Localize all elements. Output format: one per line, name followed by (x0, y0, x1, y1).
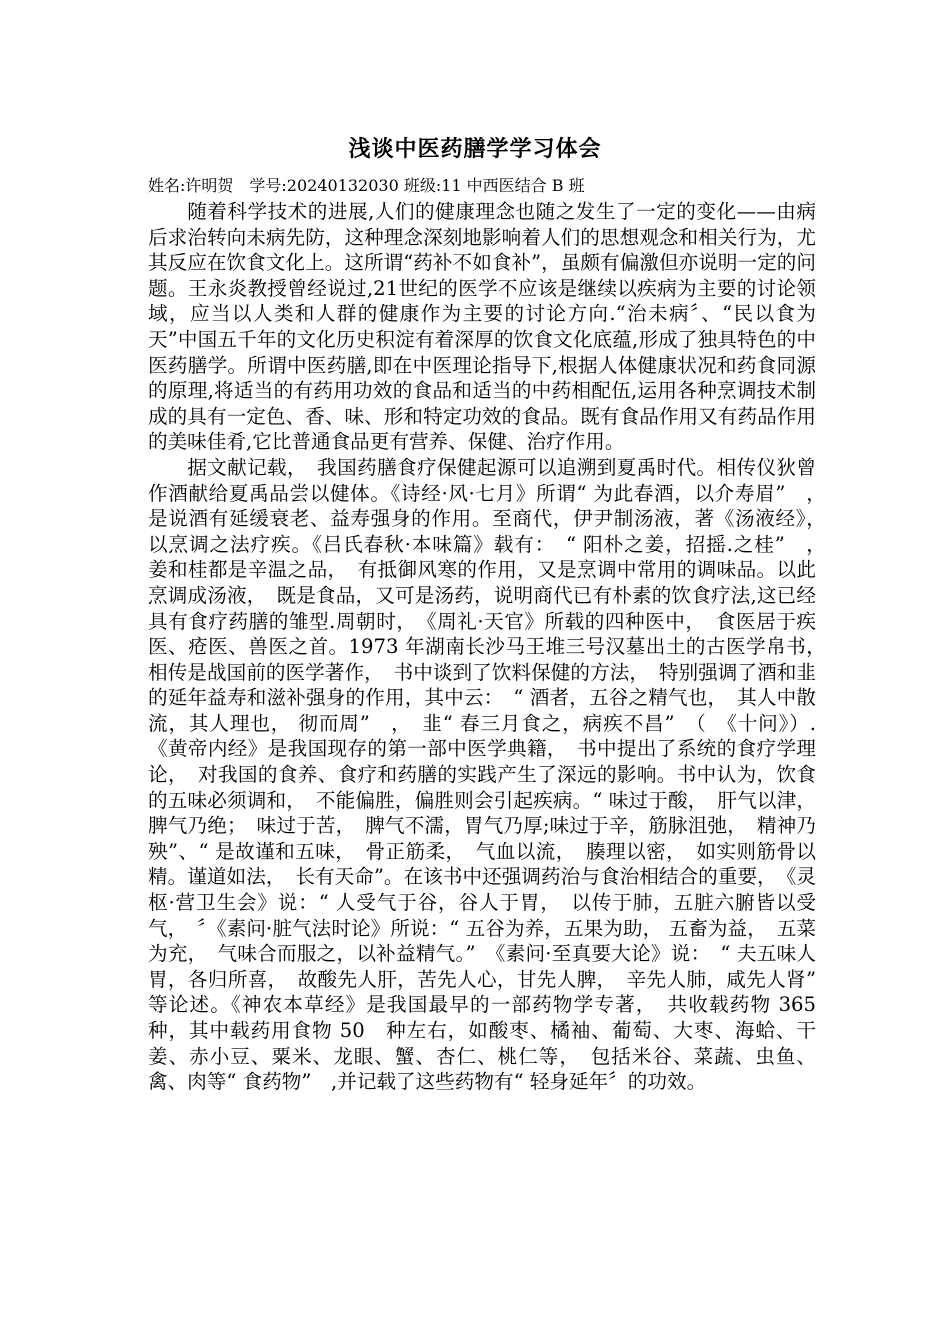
document-body (148, 199, 836, 1095)
document-title: 浅谈中医药膳学学习体会 (348, 137, 602, 162)
paragraph-history: 据文献记载， 我国药膳食疗保健起源可以追溯到夏禹时代。相传仪狄曾作酒献给夏禹品尝以健体。《诗经·风·七月》所谓“ 为此春酒，以介寿眉” ， 是说酒有延缓衰老、益寿强身的作用。至商代，伊尹制汤液，著《汤液经》， 以烹调之法疗疾。《吕氏春秋·本味篇》载有： “ 阳朴之姜，招摇.之桂” ， 姜和桂都是辛温之品， 有抵御风寒的作用，又是烹调中常用的调味品。以此烹调成汤液， 既是食品，又可是汤药，说明商代已有朴素的饮食疗法,这已经具有食疗药膳的雏型.周朝时， 《周礼·天官》所载的四种医中， 食医居于疾医、疮医、兽医之首。1973 年湖南长沙马王堆三号汉墓出土的古医学帛书， 相传是战国前的医学著作， 书中谈到了饮料保健的方法， 特别强调了酒和韭的延年益寿和滋补强身的作用，其中云： “ 酒者，五谷之精气也， 其人中散流，其人理也， 彻而周” ， 韭“ 春三月食之，病疾不昌” （ 《十问》）.《黄帝内经》是我国现存的第一部中医学典籍， 书中提出了系统的食疗学理论， 对我国的食养、食疗和药膳的实践产生了深远的影响。书中认为，饮食的五味必须调和， 不能偏胜，偏胜则会引起疾病。“ 味过于酸， 肝气以津，脾气乃绝； 味过于苦， 脾气不濡，胃气乃厚;味过于辛，筋脉沮弛， 精神乃殃”、“ 是故谨和五味， 骨正筋柔， 气血以流， 腠理以密， 如实则筋骨以精。谨道如法， 长有天命”。在该书中还强调药治与食治相结合的重要， 《灵枢·营卫生会》说：“ 人受气于谷，谷人于胃， 以传于肺，五脏六腑皆以受气， 〞《素问·脏气法时论》所说：“ 五谷为养，五果为助， 五畜为益， 五菜为充， 气味合而服之，以补益精气。” 《素问·至真要大论》说： “ 夫五味人胃，各归所喜， 故酸先人肝，苦先人心，甘先人脾， 辛先人肺，咸先人肾” 等论述。《神农本草经》是我国最早的一部药物学专著， 共收载药物 365 种，其中载药用食物 50 种左右，如酸枣、橘袖、葡萄、大枣、海蛤、干姜、赤小豆、粟米、龙眼、蟹、杏仁、桃仁等， 包括米谷、菜蔬、虫鱼、禽、肉等“ 食药物” ,并记载了这些药物有“ 轻身延年〞的功效。 (148, 455, 836, 1094)
author-info: 姓名:许明贺 学号:20240132030 班级:11 中西医结合 B 班 (148, 176, 585, 195)
paragraph-introduction: 随着科学技术的进展,人们的健康理念也随之发生了一定的变化——由病后求治转向未病先防，这种理念深刻地影响着人们的思想观念和相关行为，尤其反应在饮食文化上。这所谓“药补不如食补”，虽颇有偏激但亦说明一定的问题。王永炎教授曾经说过,21世纪的医学不应该是继续以疾病为主要的讨论领域，应当以人类和人群的健康作为主要的讨论方向.“治未病〞、“民以食为天”中国五千年的文化历史积淀有着深厚的饮食文化底蕴,形成了独具特色的中医药膳学。所谓中医药膳,即在中医理论指导下,根据人体健康状况和药食同源的原理,将适当的有药用功效的食品和适当的中药相配伍,运用各种烹调技术制成的具有一定色、香、味、形和特定功效的食品。既有食品作用又有药品作用的美味佳肴,它比普通食品更有营养、保健、治疗作用。 (148, 200, 816, 454)
